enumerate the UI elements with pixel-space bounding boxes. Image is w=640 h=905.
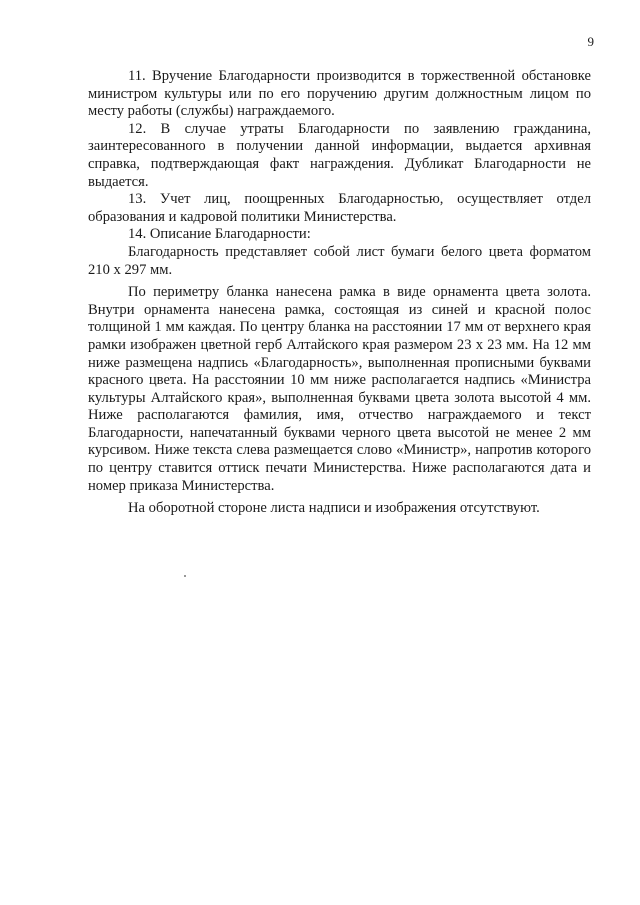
document-body [88,68,591,518]
scan-speck [184,575,186,577]
paragraph-13: 13. Учет лиц, поощренных Благодарностью, осуществляет отдел образования и кадровой политики Министерства. [88,191,591,225]
paragraph-12: 12. В случае утраты Благодарности по заявлению гражданина, заинтересованного в получении данной информации, выдается архивная справка, подтверждающая факт награждения. Дубликат Благодарности не выдается. [88,120,591,190]
paragraph-description: По периметру бланка нанесена рамка в виде орнамента цвета золота. Внутри орнамента нанесена рамка, состоящая из синей и красной полос толщиной 1 мм каждая. По центру бланка на расстоянии 17 мм от верхнего края рамки изображен цветной герб Алтайского края размером 23 х 23 мм. На 12 мм ниже размещена надпись «Благодарность», выполненная прописными буквами красного цвета. На расстоянии 10 мм ниже располагается надпись «Министра культуры Алтайского края», выполненная буквами цвета золота высотой 4 мм. Ниже располагаются фамилия, имя, отчество награждаемого и текст Благодарности, напечатанный буквами черного цвета высотой не менее 2 мм курсивом. Ниже текста слева размещается слово «Министр», напротив которого по центру ставится оттиск печати Министерства. Ниже располагаются дата и номер приказа Министерства. [88,284,591,494]
paragraph-11: 11. Вручение Благодарности производится в торжественной обстановке министром культуры или по его поручению другим должностным лицом по месту работы (службы) награждаемого. [88,68,591,120]
paragraph-14-heading: 14. Описание Благодарности: [128,226,311,243]
paragraph-reverse-side: На оборотной стороне листа надписи и изображения отсутствуют. [128,500,540,517]
paragraph-format: Благодарность представляет собой лист бумаги белого цвета форматом 210 х 297 мм. [88,243,591,278]
page-number: 9 [587,34,594,49]
